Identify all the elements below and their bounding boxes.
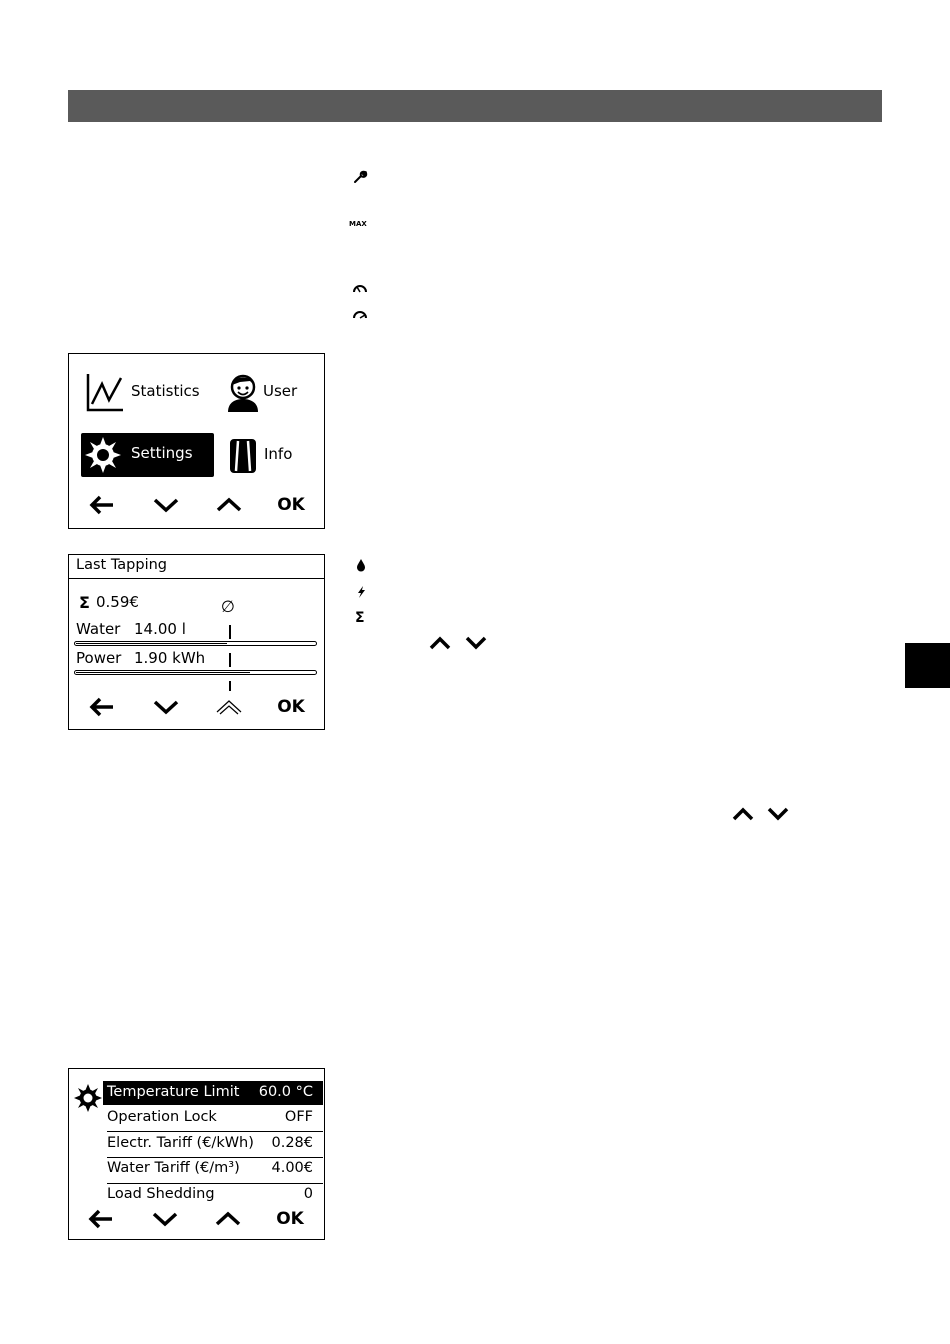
total-cost-value: 0.59€: [96, 593, 139, 611]
menu-item-settings[interactable]: [81, 433, 214, 477]
power-average-marker: [229, 653, 231, 667]
gear-icon: [74, 1084, 102, 1112]
main-menu-screen: [68, 353, 325, 529]
info-icon: [228, 437, 258, 475]
average-marker-tail: [229, 681, 231, 691]
up-arrow-icon: [429, 635, 451, 654]
down-arrow-icon: [465, 635, 487, 654]
menu-item-user[interactable]: User: [263, 382, 298, 400]
water-drop-icon: [356, 557, 366, 571]
water-value: 14.00 l: [134, 620, 186, 638]
down-button[interactable]: [149, 695, 183, 719]
chapter-tab-marker: [905, 643, 950, 688]
max-icon: MAX: [349, 220, 367, 228]
menu-item-info[interactable]: Info: [264, 445, 293, 463]
fast-gauge-icon: [352, 305, 368, 317]
menu-item-statistics[interactable]: Statistics: [131, 382, 200, 400]
settings-row-load-shedding[interactable]: [103, 1183, 323, 1204]
lightning-icon: [355, 584, 367, 598]
down-button[interactable]: [149, 493, 183, 517]
up-button-disabled[interactable]: [212, 695, 246, 719]
row-label: Electr. Tariff (€/kWh): [107, 1135, 254, 1151]
settings-row-water-tariff[interactable]: [103, 1157, 323, 1181]
up-button[interactable]: [211, 1207, 245, 1231]
back-button[interactable]: [85, 493, 119, 517]
chart-icon: [85, 372, 125, 412]
row-label: Load Shedding: [107, 1186, 215, 1202]
down-arrow-icon: [767, 806, 789, 825]
ok-button[interactable]: OK: [277, 697, 305, 717]
back-button[interactable]: [84, 1207, 118, 1231]
water-label: Water: [76, 620, 121, 638]
user-icon: [226, 372, 260, 412]
row-label: Temperature Limit: [107, 1084, 240, 1100]
sum-symbol: Σ: [79, 593, 90, 612]
settings-row-electricity-tariff[interactable]: [103, 1132, 323, 1156]
average-symbol: ∅: [221, 597, 235, 616]
row-value: 0: [303, 1186, 313, 1202]
ok-button[interactable]: OK: [277, 495, 305, 515]
eco-gauge-icon: [352, 279, 368, 291]
settings-row-temperature-limit[interactable]: [103, 1081, 323, 1105]
back-button[interactable]: [85, 695, 119, 719]
power-bar-fill: [76, 672, 250, 673]
water-bar: [74, 641, 317, 646]
settings-row-operation-lock[interactable]: [103, 1106, 323, 1130]
row-label: Operation Lock: [107, 1109, 217, 1125]
menu-item-settings-label: Settings: [131, 444, 193, 462]
up-arrow-icon: [732, 806, 754, 825]
water-bar-fill: [76, 643, 227, 644]
row-value: 0.28€: [271, 1135, 313, 1151]
water-average-marker: [229, 625, 231, 639]
down-button[interactable]: [148, 1207, 182, 1231]
ok-button[interactable]: OK: [276, 1209, 304, 1229]
wrench-icon: [352, 169, 368, 185]
gear-icon: [84, 436, 122, 474]
row-label: Water Tariff (€/m³): [107, 1160, 240, 1176]
row-value: 60.0 °C: [258, 1084, 313, 1100]
power-bar: [74, 670, 317, 675]
last-tapping-screen: [68, 554, 325, 730]
title-divider: [69, 578, 324, 579]
screen-title: Last Tapping: [76, 557, 167, 573]
power-label: Power: [76, 649, 122, 667]
up-button[interactable]: [212, 493, 246, 517]
sum-icon: Σ: [355, 610, 365, 626]
section-header-bar: [68, 90, 882, 122]
row-value: 4.00€: [271, 1160, 313, 1176]
power-value: 1.90 kWh: [134, 649, 206, 667]
row-value: OFF: [284, 1109, 313, 1125]
